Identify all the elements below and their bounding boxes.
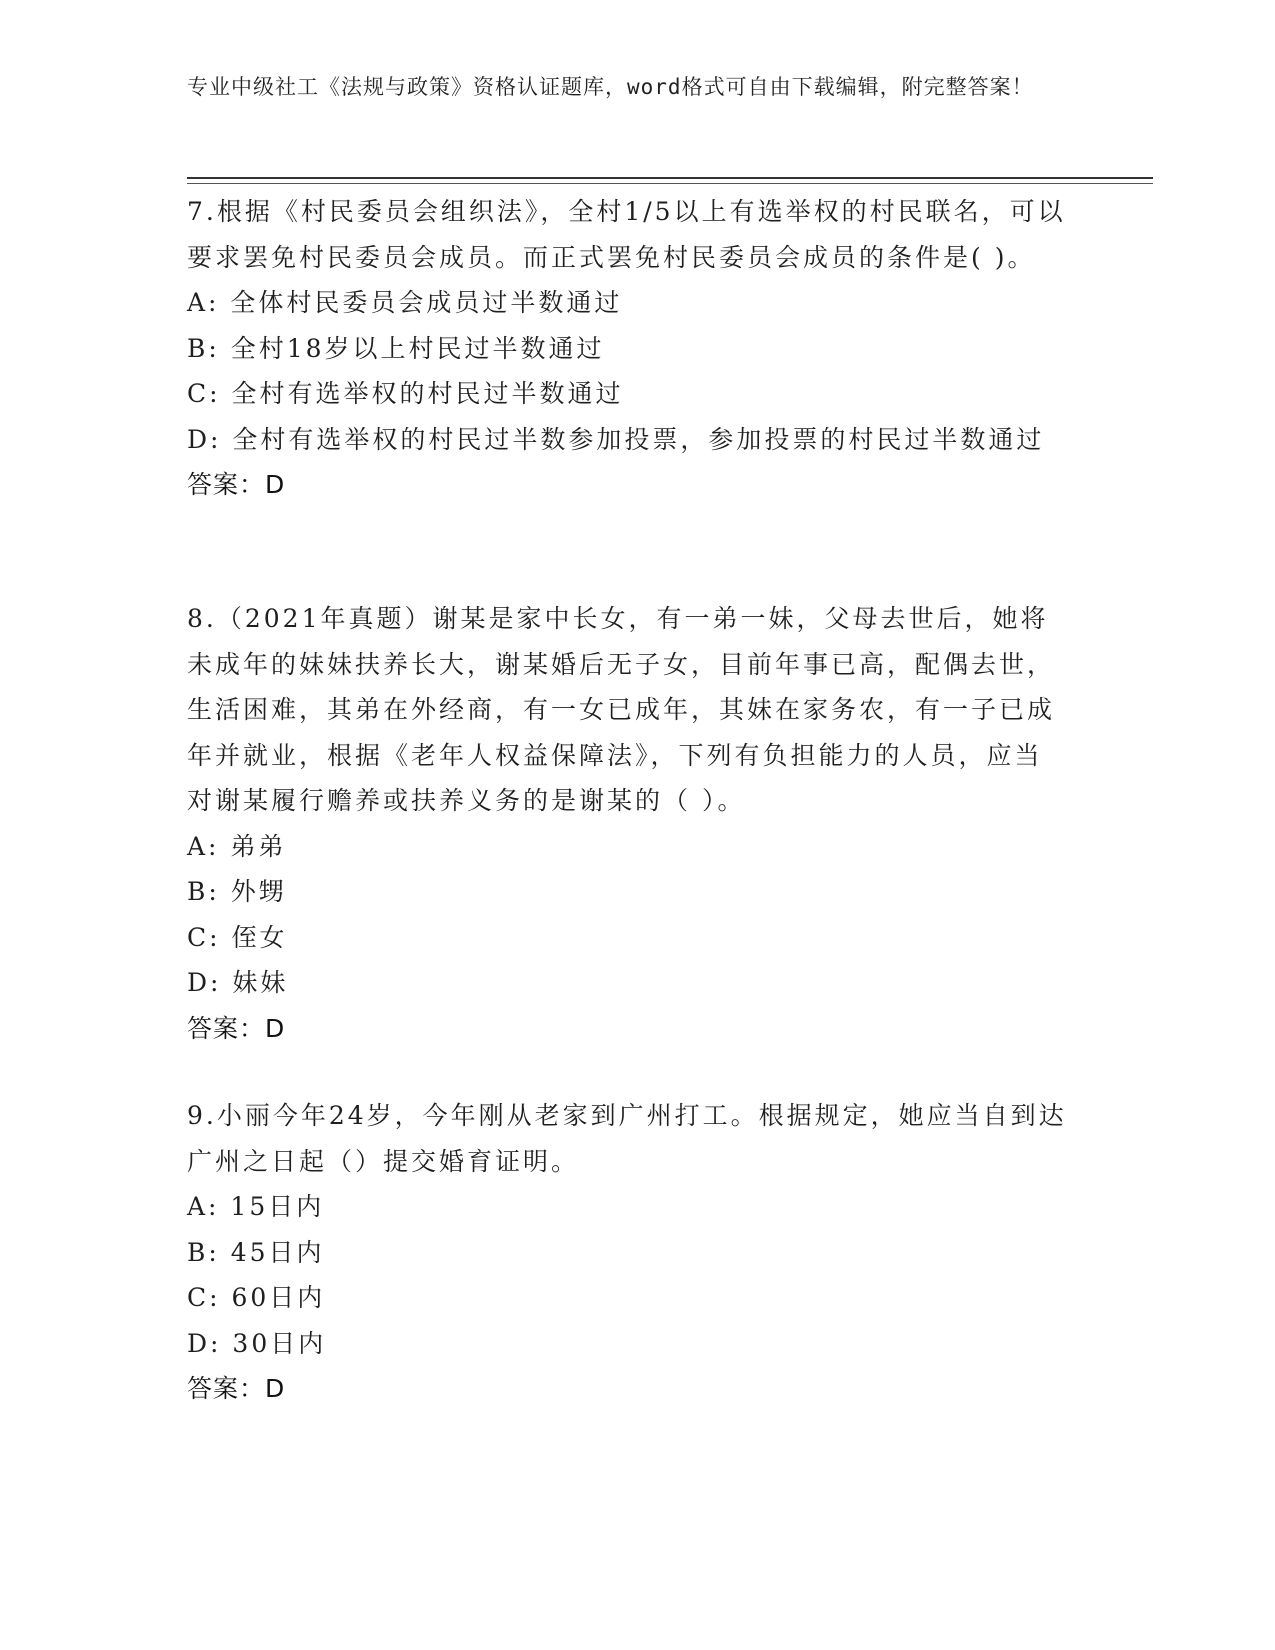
option-b: B: 全村18岁以上村民过半数通过	[187, 333, 605, 363]
option-c: C: 侄女	[187, 922, 288, 952]
question-stem: 8.（2021年真题）谢某是家中长女，有一弟一妹，父母去世后，她将未成年的妹妹扶养长大，谢某婚后无子女，目前年事已高，配偶去世，生活困难，其弟在外经商，有一女已成年，其妹在家务农，有一子已成年并就业，根据《老年人权益保障法》，下列有负担能力的人员，应当对谢某履行赡养或扶养义务的是谢某的（ ）。	[187, 604, 1056, 815]
answer-line: 答案：D	[187, 1013, 286, 1043]
option-a: A: 全体村民委员会成员过半数通过	[187, 288, 623, 317]
header-note: 专业中级社工《法规与政策》资格认证题库，word格式可自由下载编辑，附完整答案！	[187, 75, 1034, 99]
question-stem: 9.小丽今年24岁，今年刚从老家到广州打工。根据规定，她应当自到达广州之日起（）提交婚育证明。	[187, 1101, 1067, 1176]
option-b: B: 45日内	[187, 1237, 325, 1267]
question-7	[187, 189, 1067, 508]
answer-line: 答案：D	[187, 470, 286, 499]
option-c: C: 60日内	[187, 1283, 326, 1312]
question-8	[187, 596, 1067, 1051]
answer-line: 答案：D	[187, 1374, 286, 1403]
option-b: B: 外甥	[187, 877, 287, 906]
option-c: C: 全村有选举权的村民过半数通过	[187, 379, 624, 408]
option-a: A: 15日内	[187, 1192, 325, 1221]
option-d: D: 30日内	[187, 1328, 327, 1358]
header-divider-thick	[187, 177, 1153, 179]
option-d: D: 妹妹	[187, 968, 289, 997]
option-a: A: 弟弟	[187, 831, 287, 861]
question-stem: 7.根据《村民委员会组织法》，全村1/5以上有选举权的村民联名，可以要求罢免村民委员会成员。而正式罢免村民委员会成员的条件是( )。	[187, 197, 1066, 272]
header-divider-thin	[187, 183, 1153, 184]
option-d: D: 全村有选举权的村民过半数参加投票，参加投票的村民过半数通过	[187, 424, 1045, 454]
question-9	[187, 1093, 1067, 1412]
